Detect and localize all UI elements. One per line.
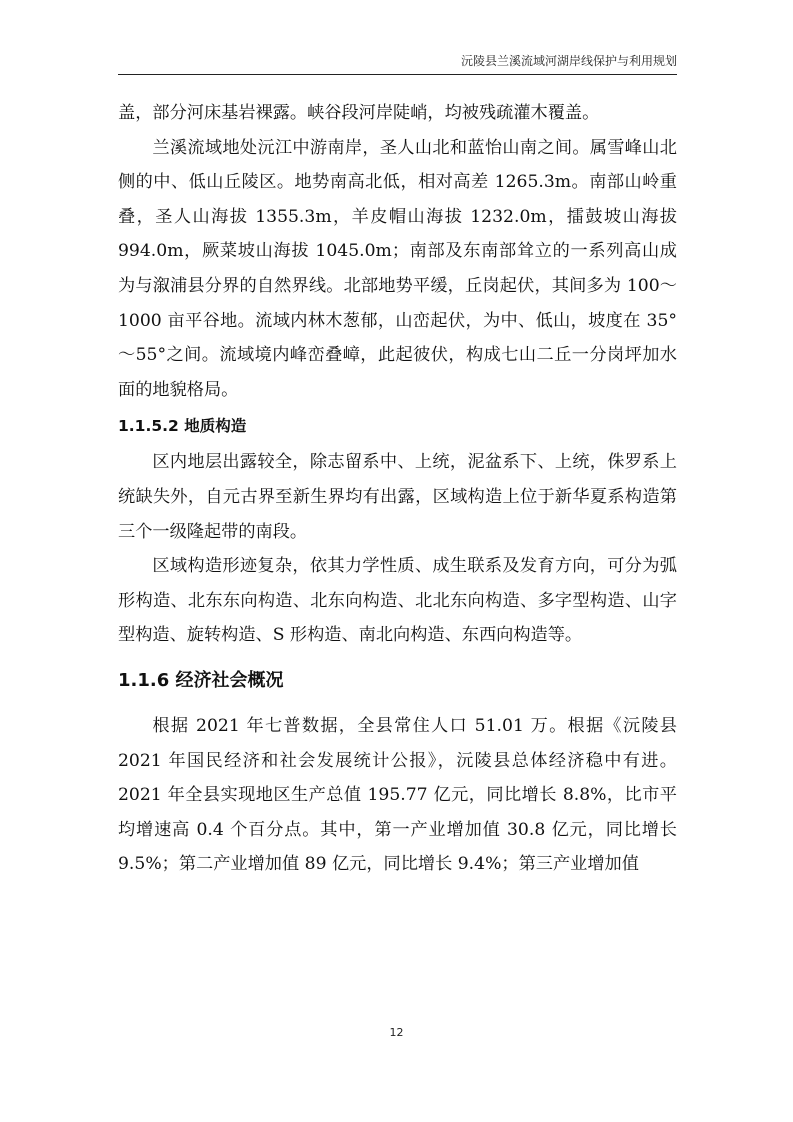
running-header [118,52,677,75]
paragraph-structure: 区域构造形迹复杂，依其力学性质、成生联系及发育方向，可分为弧形构造、北东东向构造、北东向构造、北北东向构造、多字型构造、山字型构造、旋转构造、S 形构造、南北向构造、东西向构造等。 [118,556,677,646]
section-heading-economy: 1.1.6 经济社会概况 [118,669,284,691]
section-heading-geology: 1.1.5.2 地质构造 [118,417,247,436]
paragraph-economy: 根据 2021 年七普数据，全县常住人口 51.01 万。根据《沅陵县 2021 年国民经济和社会发展统计公报》，沅陵县总体经济稳中有进。2021 年全县实现地区生产总值 195.77 亿元，同比增长 8.8%，比市平均增速高 0.4 个百分点。其中，第一产业增加值 30.8 亿元，同比增长 9.5%；第二产业增加值 89 亿元，同比增长 9.4%；第三产业增加值 [118,715,677,875]
page-number: 12 [389,1026,404,1039]
paragraph-continuation: 盖，部分河床基岩裸露。峡谷段河岸陡峭，均被残疏灌木覆盖。 [118,103,600,123]
paragraph-strata: 区内地层出露较全，除志留系中、上统，泥盆系下、上统，侏罗系上统缺失外，自元古界至新生界均有出露，区域构造上位于新华夏系构造第三个一级隆起带的南段。 [118,452,677,542]
page-body [118,96,677,882]
paragraph-terrain: 兰溪流域地处沅江中游南岸，圣人山北和蓝怡山南之间。属雪峰山北侧的中、低山丘陵区。地势南高北低，相对高差 1265.3m。南部山岭重叠，圣人山海拔 1355.3m，羊皮帽山海拔 1232.0m，擂鼓坡山海拔 994.0m，厥菜坡山海拔 1045.0m；南部及东南部耸立的一系列高山成为与溆浦县分界的自然界线。北部地势平缓，丘岗起伏，其间多为 100～1000 亩平谷地。流域内林木葱郁，山峦起伏，为中、低山，坡度在 35°～55°之间。流域境内峰峦叠嶂，此起彼伏，构成七山二丘一分岗坪加水面的地貌格局。 [118,137,677,400]
header-title: 沅陵县兰溪流域河湖岸线保护与利用规划 [460,54,677,68]
